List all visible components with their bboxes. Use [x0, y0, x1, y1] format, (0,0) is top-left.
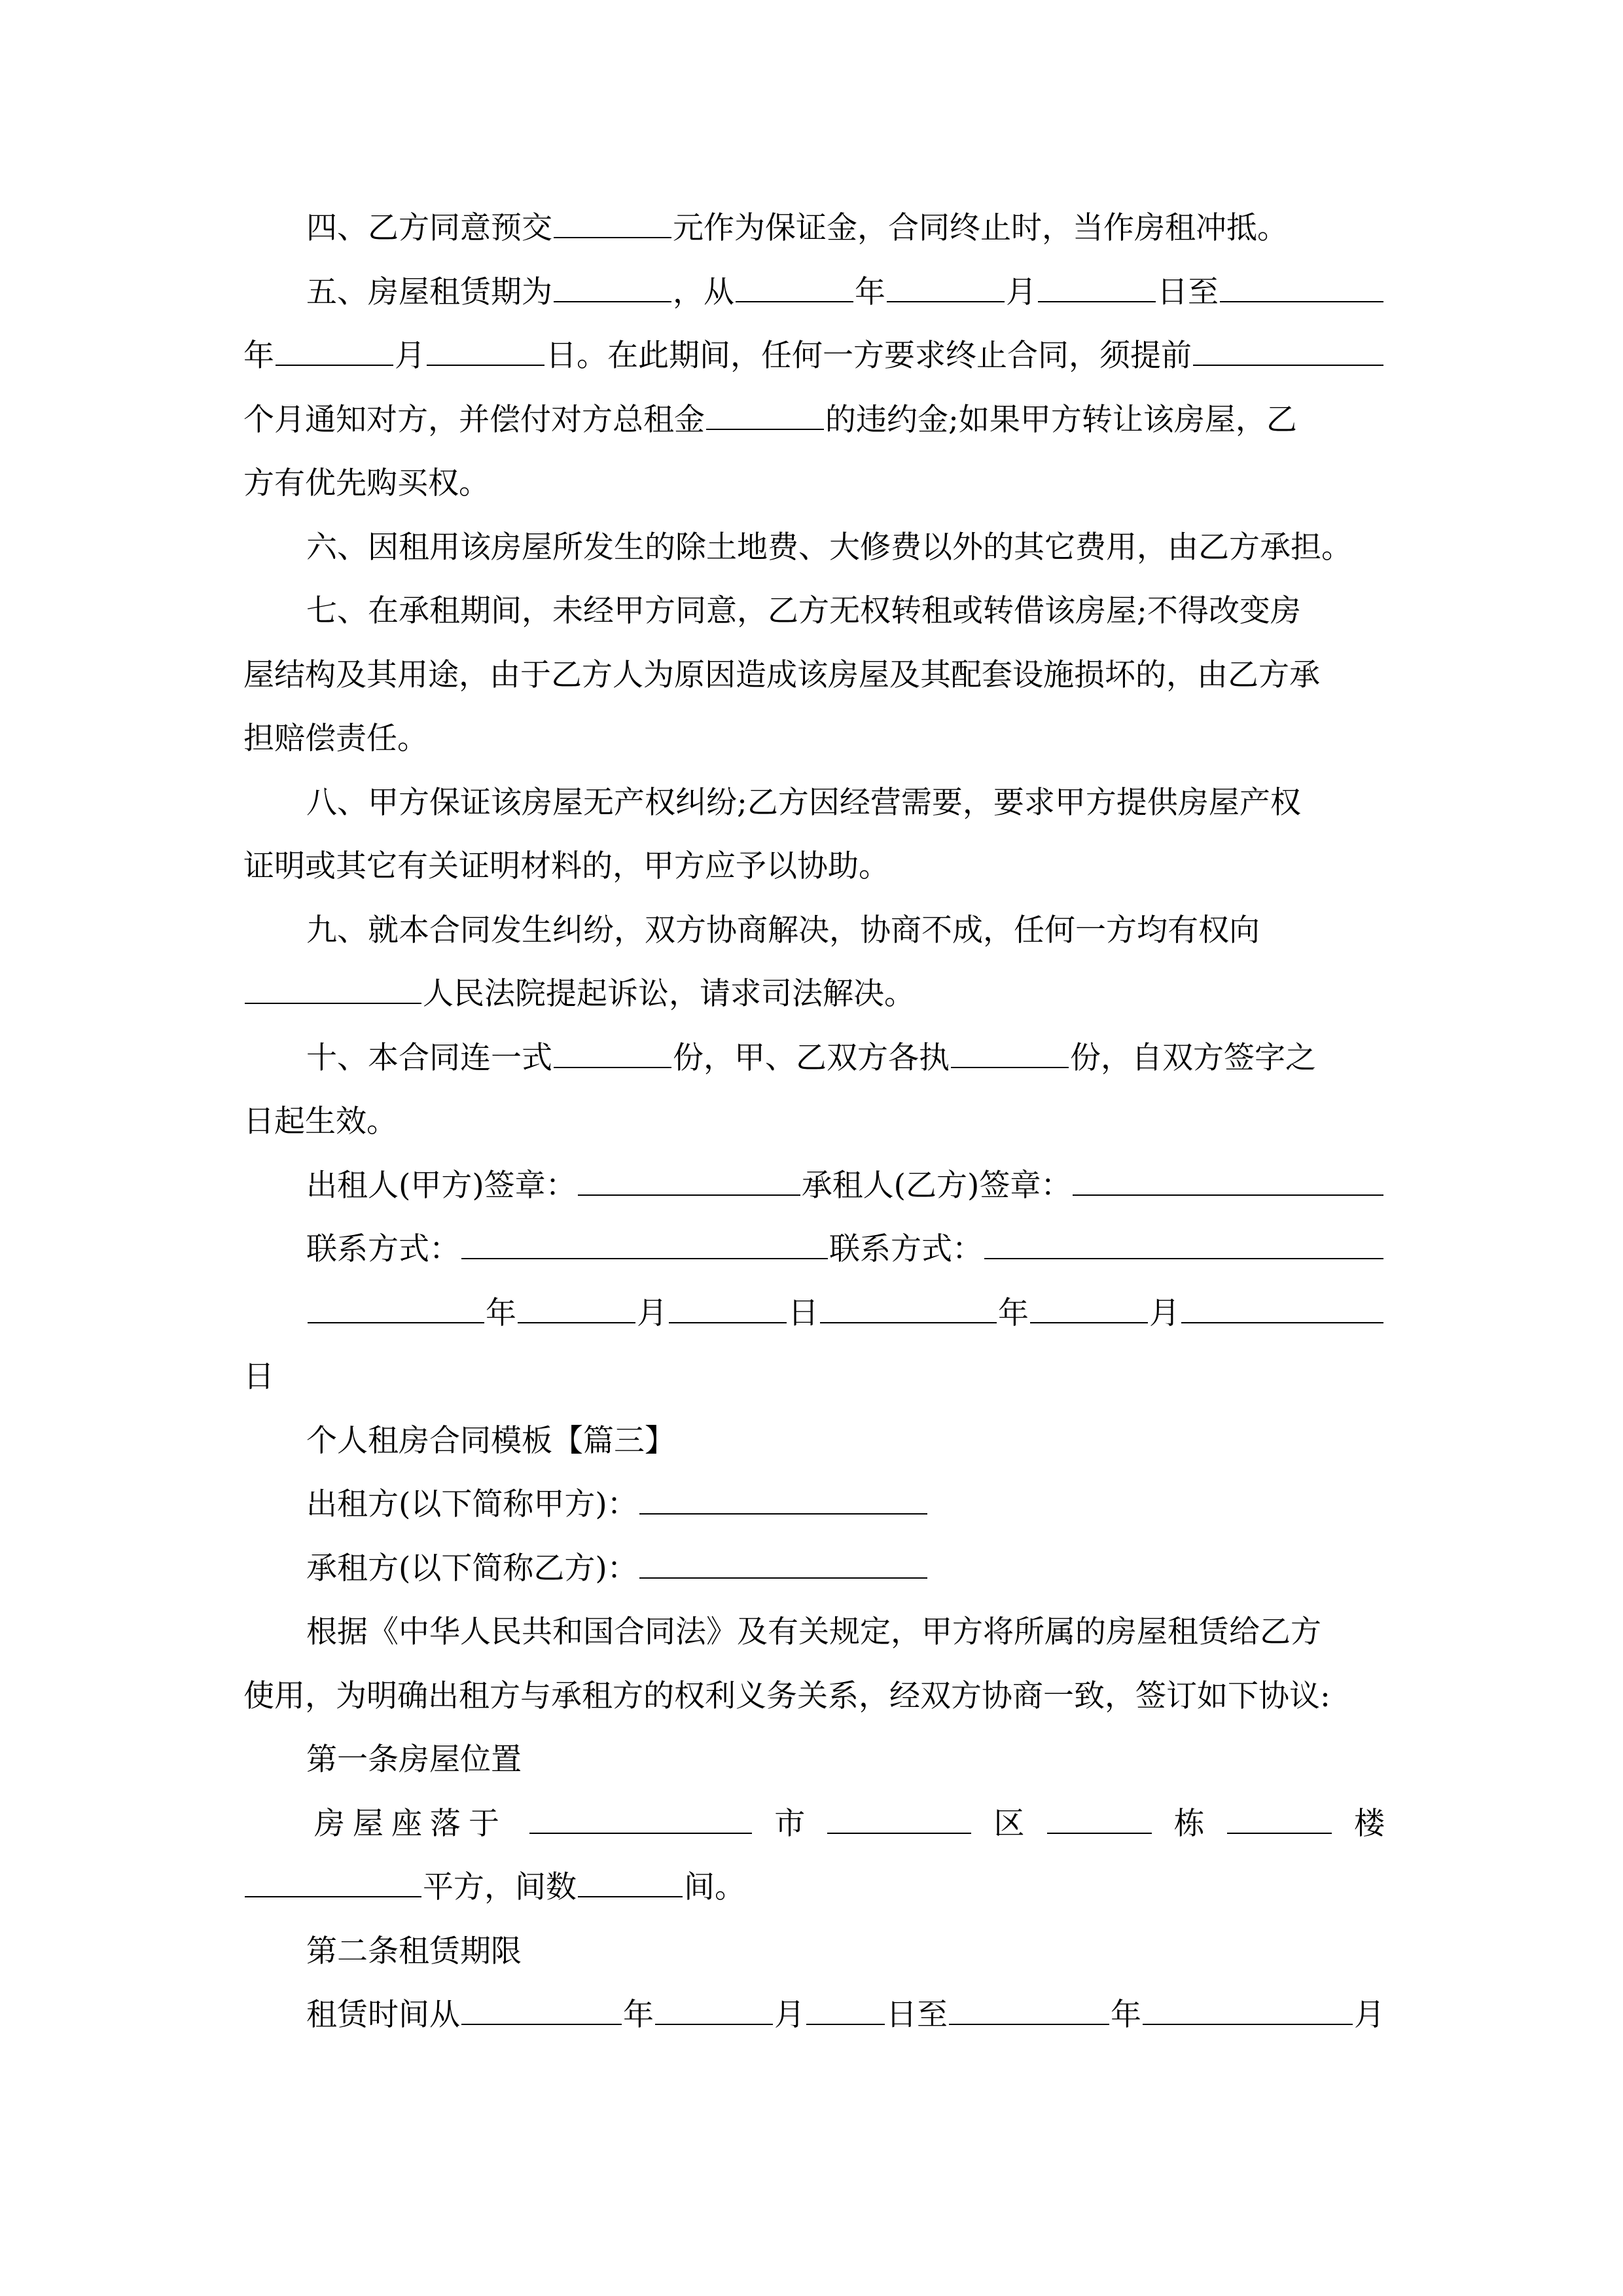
building-blank[interactable] [1047, 1832, 1152, 1834]
preamble-line-2 [243, 1664, 1385, 1729]
article-1-text: 平方，间数 [423, 1869, 577, 1905]
clause-8-line-1 [243, 771, 1385, 835]
article-1-line-1 [243, 1792, 1385, 1856]
clause-7-line-3 [243, 707, 1385, 771]
part3-title [243, 1409, 1385, 1473]
end-day-blank[interactable] [427, 364, 544, 366]
lessee-year-blank[interactable] [820, 1321, 997, 1323]
date-year-label: 年 [998, 1295, 1029, 1331]
date-year-label: 年 [486, 1295, 516, 1331]
district-blank[interactable] [827, 1832, 971, 1834]
end-month-blank[interactable] [276, 364, 393, 366]
lessee-month-blank[interactable] [1030, 1321, 1148, 1323]
date-day-label: 日 [243, 1359, 274, 1395]
clause-10-text: 份，自双方签字之 [1070, 1039, 1316, 1076]
start-day-blank[interactable] [1038, 300, 1156, 302]
end-year-blank[interactable] [1220, 300, 1383, 302]
clause-9-text: 人民法院提起诉讼，请求司法解决。 [423, 976, 915, 1012]
clause-6-text: 六、因租用该房屋所发生的除土地费、大修费以外的其它费用，由乙方承担。 [306, 529, 1352, 565]
floor-blank[interactable] [1227, 1832, 1332, 1834]
clause-10-line-2 [243, 1090, 1385, 1154]
area-blank[interactable] [245, 1895, 421, 1897]
clause-10-text: 日起生效。 [243, 1103, 397, 1139]
clause-5-text: ，从 [673, 274, 734, 310]
clause-8-text: 证明或其它有关证明材料的，甲方应予以协助。 [243, 848, 889, 884]
clause-5-text: 日。在此期间，任何一方要求终止合同，须提前 [546, 338, 1192, 374]
city-blank[interactable] [529, 1832, 752, 1834]
lessee-day-blank[interactable] [1181, 1321, 1383, 1323]
article-title: 第二条租赁期限 [306, 1933, 522, 1969]
lease-end-year-blank[interactable] [949, 2023, 1109, 2025]
article-1-text: 区 [993, 1805, 1025, 1842]
lessor-contact-blank[interactable] [461, 1257, 828, 1259]
clause-6 [243, 516, 1385, 580]
signature-row [243, 1154, 1385, 1218]
article-1-text: 市 [774, 1805, 806, 1842]
preamble-text: 根据《中华人民共和国合同法》及有关规定，甲方将所属的房屋租赁给乙方 [306, 1614, 1321, 1650]
date-day-label: 日 [788, 1295, 819, 1331]
clause-10-line-1 [243, 1026, 1385, 1090]
document-page [243, 196, 1385, 2047]
lessee-name-blank[interactable] [639, 1577, 927, 1579]
clause-5-text: 年 [243, 338, 274, 374]
lease-end-month-blank[interactable] [1143, 2023, 1353, 2025]
lessor-month-blank[interactable] [518, 1321, 635, 1323]
article-title: 第一条房屋位置 [306, 1742, 522, 1778]
lessor-day-blank[interactable] [669, 1321, 787, 1323]
clause-5-text: 个月通知对方，并偿付对方总租金 [243, 401, 705, 438]
notice-months-blank[interactable] [1193, 364, 1383, 366]
article-1-text: 房屋座落于 [314, 1805, 507, 1842]
date-month-label: 月 [637, 1295, 668, 1331]
article-1-text: 间。 [684, 1869, 745, 1905]
lessor-contact-label: 联系方式： [306, 1231, 460, 1267]
preamble-line-1 [243, 1600, 1385, 1664]
lease-start-month-blank[interactable] [655, 2023, 773, 2025]
part3-lessee-row [243, 1537, 1385, 1601]
penalty-rate-blank[interactable] [706, 428, 824, 430]
clause-5-text: 五、房屋租赁期为 [306, 274, 552, 310]
preamble-text: 使用，为明确出租方与承租方的权利义务关系，经双方协商一致，签订如下协议: [243, 1677, 1330, 1714]
clause-5-line-1 [243, 260, 1385, 325]
clause-8-line-2 [243, 834, 1385, 899]
article-1-line-2 [243, 1856, 1385, 1920]
clause-7-line-2 [243, 643, 1385, 708]
lessee-label: 承租方(以下简称乙方)： [306, 1550, 638, 1587]
article-2-text: 日至 [886, 1997, 948, 2033]
lessor-name-blank[interactable] [639, 1513, 927, 1515]
lessor-sign-label: 出租人(甲方)签章： [306, 1167, 577, 1204]
clause-5-text: 年 [855, 274, 885, 310]
article-2-text: 年 [1111, 1997, 1141, 2033]
article-2-text: 租赁时间从 [306, 1997, 460, 2033]
clause-5-text: 日至 [1157, 274, 1219, 310]
clause-8-text: 八、甲方保证该房屋无产权纠纷;乙方因经营需要，要求甲方提供房屋产权 [306, 784, 1301, 821]
clause-7-line-1 [243, 579, 1385, 643]
article-2-line-1 [243, 1983, 1385, 2047]
clause-7-text: 担赔偿责任。 [243, 721, 428, 757]
start-month-blank[interactable] [887, 300, 1005, 302]
lease-start-day-blank[interactable] [806, 2023, 885, 2025]
clause-4 [243, 196, 1385, 260]
section-title: 个人租房合同模板【篇三】 [306, 1422, 675, 1459]
lessor-year-blank[interactable] [308, 1321, 484, 1323]
date-row [243, 1282, 1385, 1346]
clause-5-line-3 [243, 388, 1385, 452]
lease-start-year-blank[interactable] [461, 2023, 622, 2025]
start-year-blank[interactable] [736, 300, 853, 302]
lessee-contact-blank[interactable] [984, 1257, 1383, 1259]
article-1-text: 楼 [1354, 1805, 1385, 1842]
court-name-blank[interactable] [245, 1002, 421, 1004]
article-1-text: 栋 [1173, 1805, 1205, 1842]
lessor-sign-blank[interactable] [578, 1194, 800, 1196]
date-month-label: 月 [1149, 1295, 1180, 1331]
clause-5-text: 月 [395, 338, 425, 374]
contact-row [243, 1217, 1385, 1282]
lessor-label: 出租方(以下简称甲方)： [306, 1486, 638, 1522]
clause-5-line-4 [243, 452, 1385, 516]
lessee-contact-label: 联系方式： [829, 1231, 983, 1267]
article-2-text: 月 [1354, 1997, 1385, 2033]
clause-4-text-a: 四、乙方同意预交 [306, 210, 552, 246]
date-row-wrap [243, 1345, 1385, 1409]
article-1-title [243, 1728, 1385, 1792]
lessee-sign-label: 承租人(乙方)签章： [801, 1167, 1072, 1204]
rooms-blank[interactable] [578, 1895, 683, 1897]
clause-10-text: 十、本合同连一式 [306, 1039, 552, 1076]
clause-9-line-2 [243, 962, 1385, 1026]
copies-each-blank[interactable] [951, 1066, 1069, 1068]
clause-9-text: 九、就本合同发生纠纷，双方协商解决，协商不成，任何一方均有权向 [306, 912, 1260, 948]
part3-lessor-row [243, 1473, 1385, 1537]
clause-10-text: 份，甲、乙双方各执 [673, 1039, 950, 1076]
article-2-text: 年 [623, 1997, 654, 2033]
clause-7-text: 七、在承租期间，未经甲方同意，乙方无权转租或转借该房屋;不得改变房 [306, 593, 1301, 629]
clause-5-line-2 [243, 324, 1385, 388]
lessee-sign-blank[interactable] [1073, 1194, 1383, 1196]
clause-9-line-1 [243, 899, 1385, 963]
article-2-title [243, 1920, 1385, 1984]
clause-7-text: 屋结构及其用途，由于乙方人为原因造成该房屋及其配套设施损坏的，由乙方承 [243, 656, 1320, 693]
article-2-text: 月 [774, 1997, 805, 2033]
clause-5-text: 的违约金;如果甲方转让该房屋，乙 [825, 401, 1297, 438]
clause-5-text: 方有优先购买权。 [243, 465, 490, 501]
clause-5-text: 月 [1006, 274, 1037, 310]
clause-4-text-b: 元作为保证金，合同终止时，当作房租冲抵。 [673, 210, 1288, 246]
lease-term-blank[interactable] [554, 300, 671, 302]
copies-total-blank[interactable] [554, 1066, 671, 1068]
deposit-amount-blank[interactable] [554, 236, 671, 238]
